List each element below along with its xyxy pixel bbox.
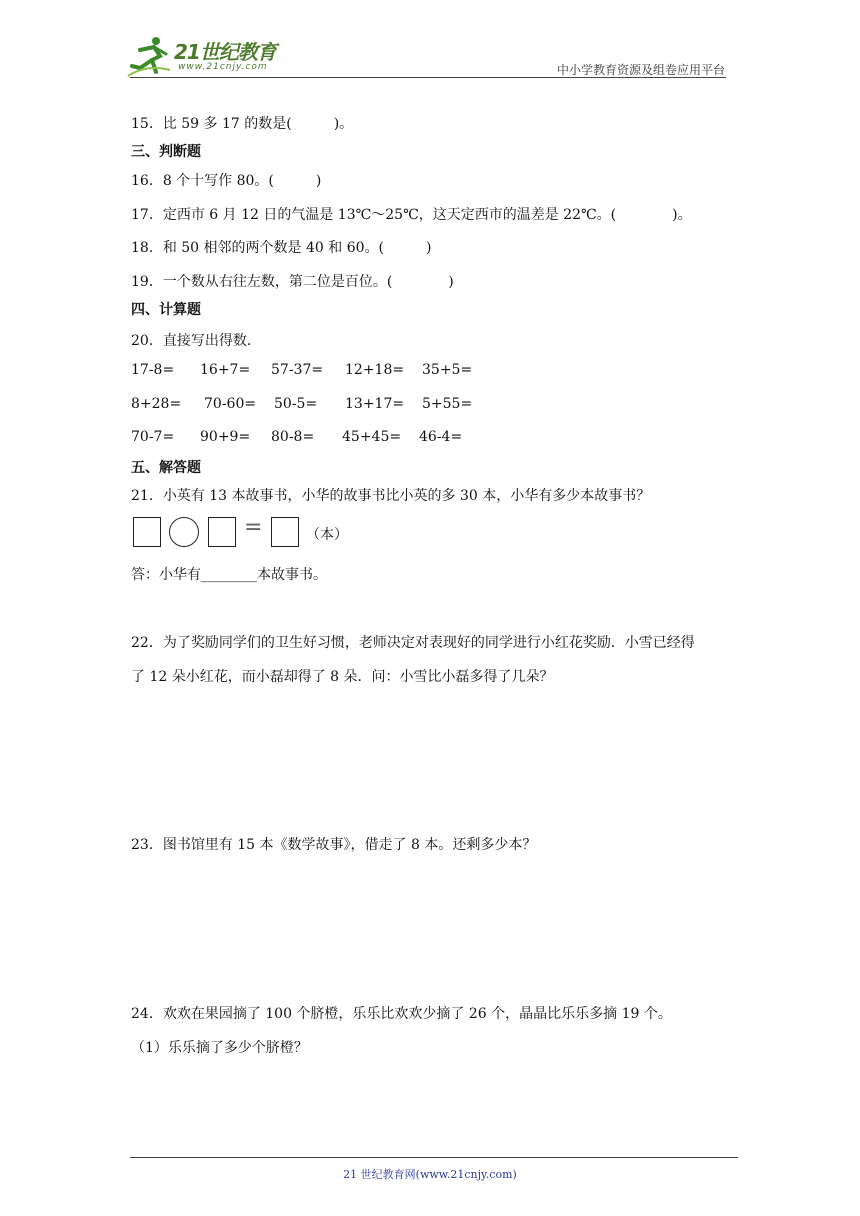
question-18: 18．和 50 相邻的两个数是 40 和 60。( ) [131, 240, 432, 256]
section-heading-calculation: 四、计算题 [131, 302, 201, 318]
answer-box[interactable] [271, 517, 299, 547]
calc-item: 35+5= [422, 362, 473, 378]
question-15: 15．比 59 多 17 的数是( )。 [131, 116, 354, 132]
section-heading-word-problems: 五、解答题 [131, 460, 201, 476]
question-22-line2: 了 12 朵小红花，而小磊却得了 8 朵．问：小雪比小磊多得了几朵？ [131, 669, 554, 685]
question-17: 17．定西市 6 月 12 日的气温是 13℃～25℃，这天定西市的温差是 22℃。( )。 [131, 207, 692, 223]
question-19: 19．一个数从右往左数，第二位是百位。( ) [131, 274, 454, 290]
calc-item: 17-8= [131, 362, 175, 378]
header-platform-text: 中小学教育资源及组卷应用平台 [556, 63, 725, 77]
question-24-part1: （1）乐乐摘了多少个脐橙？ [131, 1040, 308, 1056]
calc-item: 50-5= [274, 396, 318, 412]
calc-item: 70-7= [131, 429, 175, 445]
question-20: 20．直接写出得数． [131, 333, 261, 349]
calc-item: 46-4= [419, 429, 463, 445]
question-21: 21．小英有 13 本故事书，小华的故事书比小英的多 30 本，小华有多少本故事书？ [131, 488, 651, 504]
header-divider [130, 77, 726, 78]
calc-item: 57-37= [271, 362, 324, 378]
calc-item: 12+18= [345, 362, 405, 378]
logo-url: www.21cnjy.com [178, 62, 268, 72]
operator-circle[interactable] [169, 517, 199, 547]
calc-item: 16+7= [200, 362, 251, 378]
calc-item: 5+55= [422, 396, 473, 412]
unit-label: （本） [306, 527, 348, 543]
calc-item: 90+9= [200, 429, 251, 445]
calc-item: 8+28= [131, 396, 182, 412]
runner-icon [126, 34, 172, 78]
site-logo [126, 34, 286, 78]
footer-divider [130, 1157, 738, 1158]
question-24: 24．欢欢在果园摘了 100 个脐橙，乐乐比欢欢少摘了 26 个，晶晶比乐乐多摘 19 个。 [131, 1006, 672, 1022]
question-16: 16．8 个十写作 80。( ) [131, 173, 322, 189]
answer-box[interactable] [133, 517, 161, 547]
question-21-answer: 答：小华有________本故事书。 [131, 567, 327, 583]
calc-item: 13+17= [345, 396, 405, 412]
logo-text: 21世纪教育 [174, 40, 276, 64]
footer-text: 21 世纪教育网(www.21cnjy.com) [343, 1168, 517, 1181]
question-22-line1: 22．为了奖励同学们的卫生好习惯，老师决定对表现好的同学进行小红花奖励．小雪已经得 [131, 635, 695, 651]
question-23: 23．图书馆里有 15 本《数学故事》，借走了 8 本。还剩多少本？ [131, 837, 537, 853]
answer-box[interactable] [208, 517, 236, 547]
equals-sign: = [244, 515, 263, 540]
section-heading-judgement: 三、判断题 [131, 144, 201, 160]
calc-item: 45+45= [342, 429, 402, 445]
calc-item: 70-60= [204, 396, 257, 412]
calc-item: 80-8= [271, 429, 315, 445]
